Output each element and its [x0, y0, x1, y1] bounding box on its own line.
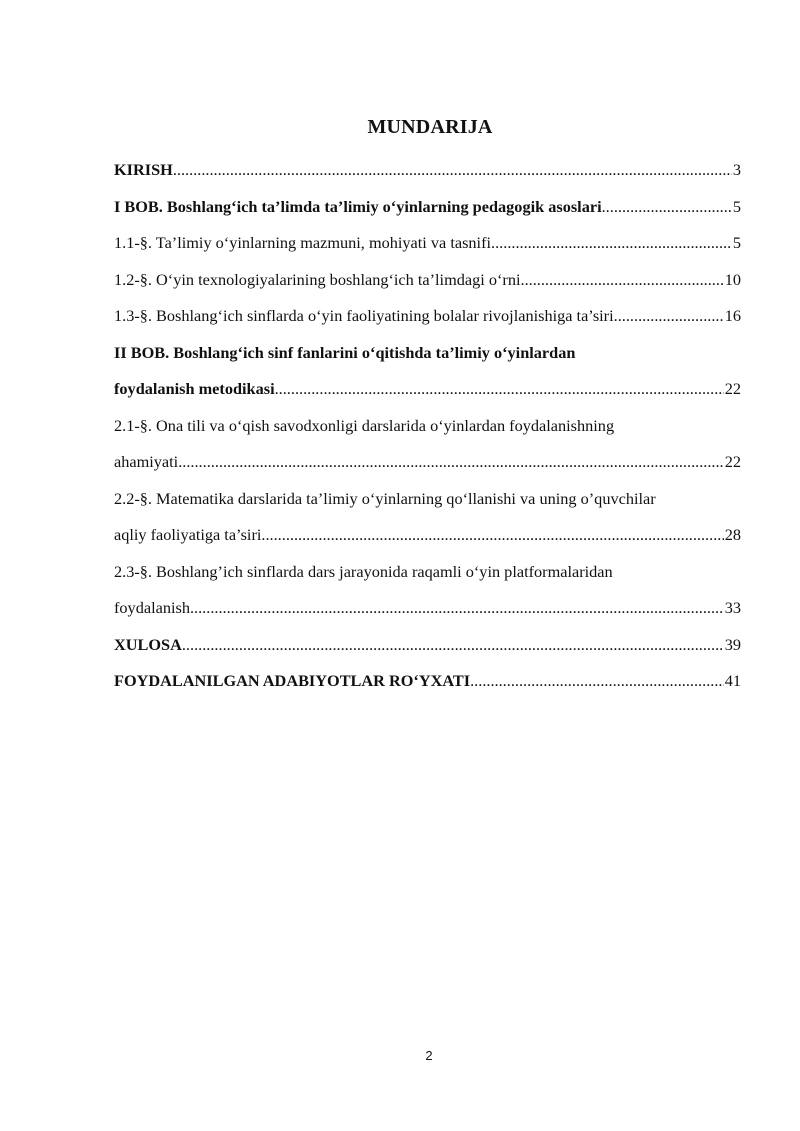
- toc-entry-section-2-1[interactable]: [114, 408, 741, 481]
- dot-leader: [470, 663, 724, 700]
- dot-leader: [614, 298, 724, 335]
- dot-leader: [190, 590, 724, 627]
- toc-entry-chapter-2[interactable]: [114, 335, 741, 408]
- dot-leader: [275, 371, 724, 408]
- toc-entry-xulosa[interactable]: [114, 627, 741, 664]
- toc-entry-title: FOYDALANILGAN ADABIYOTLAR RO‘YXATI: [114, 671, 471, 690]
- toc-entry-kirish[interactable]: [114, 152, 741, 189]
- dot-leader: [178, 444, 724, 481]
- toc-entry-section-1-1[interactable]: [114, 225, 741, 262]
- dot-leader: [602, 189, 732, 226]
- toc-entry-title: XULOSA: [114, 634, 182, 654]
- page-title: MUNDARIJA: [367, 116, 493, 138]
- dot-leader: [182, 627, 724, 664]
- toc-entry-section-2-3[interactable]: [114, 554, 741, 627]
- toc-page-number: 39: [724, 634, 741, 654]
- page-number: 2: [425, 1048, 433, 1063]
- toc-entry-title: 1.1-§. Ta’limiy o‘yinlarning mazmuni, mohiyati va tasnifi: [114, 233, 492, 252]
- toc-page-number: 22: [724, 452, 741, 471]
- toc-entry-title-continued: foydalanish: [114, 598, 190, 617]
- toc-entry-references[interactable]: [114, 663, 741, 700]
- toc-page-number: 5: [732, 233, 741, 252]
- toc-page-number: 33: [724, 598, 741, 617]
- toc-entry-section-1-3[interactable]: [114, 298, 741, 335]
- toc-entry-title: 1.3-§. Boshlang‘ich sinflarda o‘yin faoliyatining bolalar rivojlanishiga ta’siri: [114, 306, 614, 325]
- toc-entry-section-2-2[interactable]: [114, 481, 741, 554]
- toc-entry-title: 2.1-§. Ona tili va o‘qish savodxonligi darslarida o‘yinlardan foydalanishning: [114, 415, 615, 435]
- toc-page-number: 41: [724, 671, 741, 690]
- toc-entry-title: I BOB. Boshlang‘ich ta’limda ta’limiy o‘yinlarning pedagogik asoslari: [114, 196, 602, 216]
- toc-entry-title: 2.2-§. Matematika darslarida ta’limiy o‘yinlarning qo‘llanishi va uning o’quvchilar: [114, 488, 656, 508]
- toc-page-number: 28: [724, 525, 741, 544]
- dot-leader: [261, 517, 723, 554]
- toc-entry-title-continued: foydalanish metodikasi: [114, 379, 275, 398]
- toc-page-number: 22: [724, 379, 741, 398]
- toc-entry-title: KIRISH: [114, 160, 173, 179]
- toc-entry-title: 1.2-§. O‘yin texnologiyalarining boshlang‘ich ta’limdagi o‘rni: [114, 269, 521, 289]
- table-of-contents: [114, 152, 741, 700]
- dot-leader: [491, 225, 732, 262]
- toc-entry-title-continued: ahamiyati: [114, 452, 179, 471]
- toc-entry-title: II BOB. Boshlang‘ich sinf fanlarini o‘qitishda ta’limiy o‘yinlardan: [114, 342, 576, 362]
- toc-entry-title-continued: aqliy faoliyatiga ta’siri: [114, 525, 262, 544]
- toc-page-number: 3: [732, 160, 741, 179]
- toc-entry-section-1-2[interactable]: [114, 262, 741, 299]
- toc-entry-chapter-1[interactable]: [114, 189, 741, 226]
- toc-page-number: 10: [724, 269, 741, 289]
- toc-page-number: 16: [724, 306, 741, 325]
- dot-leader: [173, 152, 732, 189]
- dot-leader: [521, 262, 724, 299]
- toc-page-number: 5: [732, 196, 741, 216]
- toc-entry-title: 2.3-§. Boshlang’ich sinflarda dars jarayonida raqamli o‘yin platformalaridan: [114, 561, 613, 581]
